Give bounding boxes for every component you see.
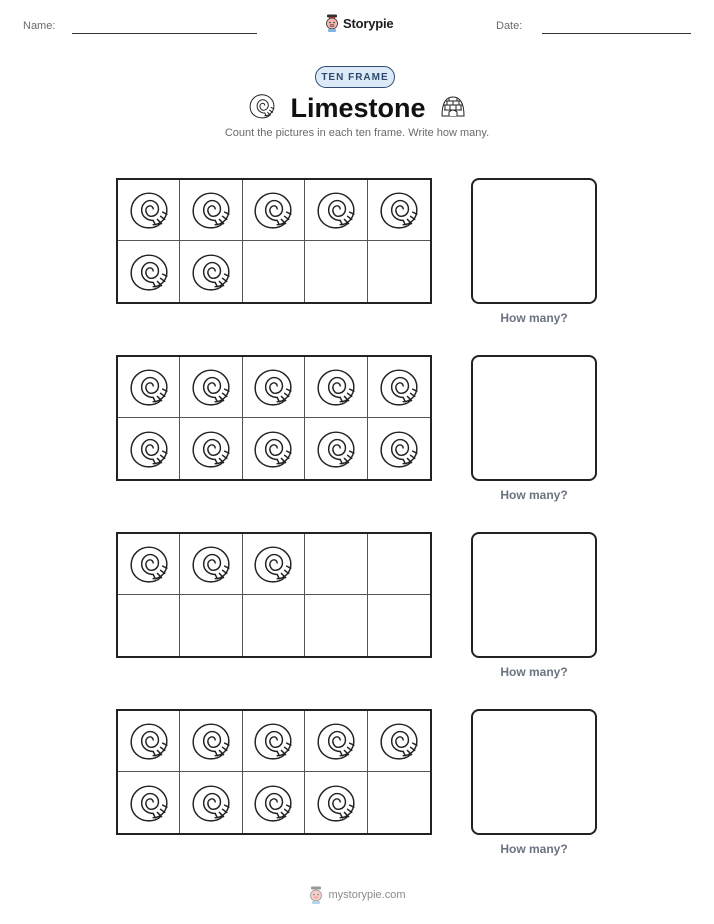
- frame-cell: [243, 418, 305, 479]
- snail-shell-icon: [378, 428, 420, 470]
- frame-cell: [180, 711, 242, 772]
- snail-shell-icon: [378, 189, 420, 231]
- snail-shell-icon: [190, 189, 232, 231]
- frame-cell: [180, 180, 242, 241]
- date-line[interactable]: [542, 33, 691, 34]
- snail-shell-icon: [252, 782, 294, 824]
- frame-cell: [243, 772, 305, 833]
- ten-frame: [116, 709, 432, 835]
- frame-cell: [118, 241, 180, 302]
- answer-box[interactable]: [471, 532, 597, 658]
- ten-frame-exercise-1: [116, 178, 606, 338]
- frame-cell: [305, 241, 367, 302]
- frame-cell: [368, 534, 430, 595]
- snail-shell-icon: [128, 782, 170, 824]
- frame-cell: [305, 180, 367, 241]
- frame-cell: [368, 418, 430, 479]
- frame-cell: [118, 772, 180, 833]
- frame-cell: [243, 241, 305, 302]
- igloo-icon: [440, 93, 466, 124]
- answer-box[interactable]: [471, 709, 597, 835]
- answer-box[interactable]: [471, 355, 597, 481]
- frame-cell: [118, 534, 180, 595]
- ten-frame: [116, 178, 432, 304]
- frame-cell: [118, 595, 180, 656]
- snail-shell-icon: [190, 251, 232, 293]
- ten-frame-badge: TEN FRAME: [315, 66, 395, 88]
- snail-shell-icon: [190, 543, 232, 585]
- storypie-pig-icon: [308, 886, 324, 904]
- ten-frame-exercise-3: [116, 532, 606, 692]
- worksheet-header: [0, 0, 714, 50]
- ten-frame: [116, 355, 432, 481]
- snail-shell-icon: [252, 189, 294, 231]
- snail-shell-icon: [315, 782, 357, 824]
- snail-shell-icon: [248, 92, 276, 125]
- ten-frame-exercise-4: [116, 709, 606, 869]
- frame-cell: [180, 418, 242, 479]
- snail-shell-icon: [190, 720, 232, 762]
- how-many-label: How many?: [500, 311, 568, 325]
- frame-cell: [305, 711, 367, 772]
- frame-cell: [368, 357, 430, 418]
- footer: [0, 884, 714, 906]
- frame-cell: [180, 595, 242, 656]
- frame-cell: [305, 595, 367, 656]
- storypie-pig-icon: [324, 14, 340, 32]
- snail-shell-icon: [128, 189, 170, 231]
- snail-shell-icon: [190, 782, 232, 824]
- snail-shell-icon: [128, 720, 170, 762]
- snail-shell-icon: [128, 428, 170, 470]
- brand-name: Storypie: [343, 15, 394, 31]
- date-label: Date:: [496, 20, 523, 32]
- frame-cell: [180, 241, 242, 302]
- snail-shell-icon: [252, 428, 294, 470]
- frame-cell: [243, 711, 305, 772]
- frame-cell: [305, 418, 367, 479]
- snail-shell-icon: [252, 543, 294, 585]
- snail-shell-icon: [315, 428, 357, 470]
- frame-cell: [180, 534, 242, 595]
- snail-shell-icon: [128, 543, 170, 585]
- frame-cell: [305, 357, 367, 418]
- ten-frame: [116, 532, 432, 658]
- frame-cell: [305, 534, 367, 595]
- frame-cell: [118, 180, 180, 241]
- how-many-label: How many?: [500, 842, 568, 856]
- answer-box[interactable]: [471, 178, 597, 304]
- frame-cell: [243, 595, 305, 656]
- snail-shell-icon: [315, 189, 357, 231]
- how-many-label: How many?: [500, 665, 568, 679]
- frame-cell: [118, 418, 180, 479]
- snail-shell-icon: [128, 366, 170, 408]
- snail-shell-icon: [252, 366, 294, 408]
- frame-cell: [368, 595, 430, 656]
- frame-cell: [180, 772, 242, 833]
- snail-shell-icon: [128, 251, 170, 293]
- snail-shell-icon: [190, 366, 232, 408]
- frame-cell: [368, 241, 430, 302]
- frame-cell: [243, 534, 305, 595]
- frame-cell: [368, 711, 430, 772]
- frame-cell: [118, 711, 180, 772]
- title-row: [0, 90, 714, 126]
- frame-cell: [243, 357, 305, 418]
- snail-shell-icon: [378, 366, 420, 408]
- instructions: Count the pictures in each ten frame. Write how many.: [224, 127, 490, 139]
- frame-cell: [368, 772, 430, 833]
- page-title: Limestone: [290, 92, 426, 123]
- frame-cell: [305, 772, 367, 833]
- snail-shell-icon: [378, 720, 420, 762]
- snail-shell-icon: [190, 428, 232, 470]
- frame-cell: [243, 180, 305, 241]
- footer-url: mystorypie.com: [328, 889, 406, 901]
- snail-shell-icon: [252, 720, 294, 762]
- name-label: Name:: [23, 20, 56, 32]
- how-many-label: How many?: [500, 488, 568, 502]
- frame-cell: [368, 180, 430, 241]
- brand-logo: [324, 13, 393, 33]
- frame-cell: [118, 357, 180, 418]
- snail-shell-icon: [315, 720, 357, 762]
- ten-frame-exercise-2: [116, 355, 606, 515]
- name-line[interactable]: [72, 33, 257, 34]
- snail-shell-icon: [315, 366, 357, 408]
- frame-cell: [180, 357, 242, 418]
